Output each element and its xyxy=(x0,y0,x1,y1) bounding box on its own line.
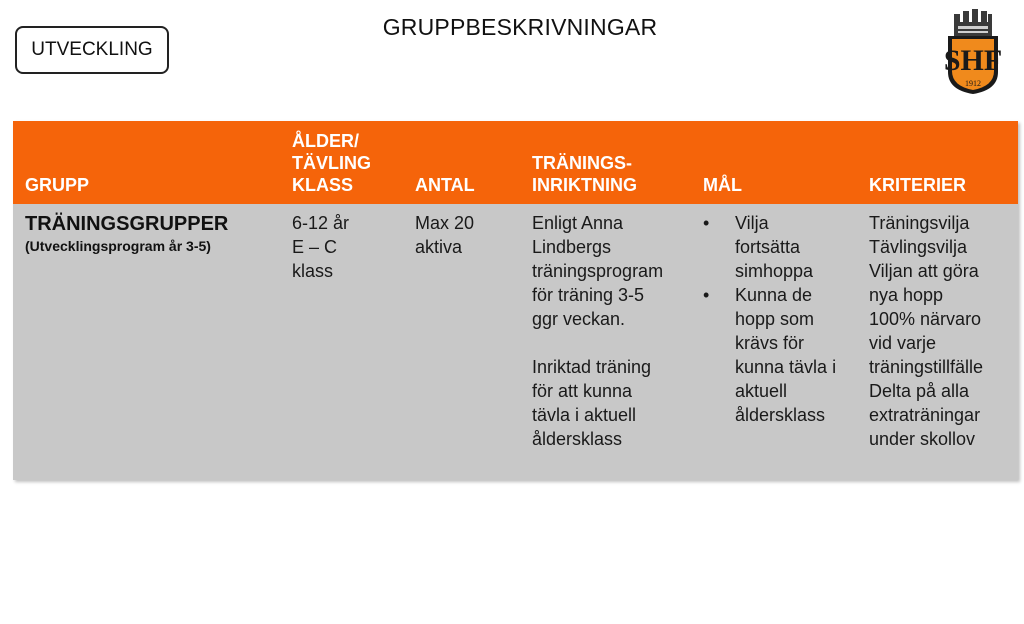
traning-line: åldersklass xyxy=(532,429,623,449)
group-subtitle: (Utvecklingsprogram år 3-5) xyxy=(25,238,211,254)
header-traning-line2: INRIKTNING xyxy=(532,175,637,195)
header-traning xyxy=(532,152,637,196)
kriterier-line: Viljan att göra xyxy=(869,261,979,281)
header-alder-line1: ÅLDER/ xyxy=(292,131,359,151)
kriterier-line: Träningsvilja xyxy=(869,213,970,233)
header-traning-line1: TRÄNINGS- xyxy=(532,153,632,173)
header-alder-line2: TÄVLING xyxy=(292,153,371,173)
header-alder-line3: KLASS xyxy=(292,175,354,195)
kriterier-line: Tävlingsvilja xyxy=(869,237,968,257)
section-tag: UTVECKLING xyxy=(15,26,169,74)
traning-line: för träning 3-5 xyxy=(532,285,645,305)
header-kriterier: KRITERIER xyxy=(869,175,967,195)
alder-line: E – C xyxy=(292,237,338,257)
traning-line: träningsprogram xyxy=(532,261,664,281)
mal-bullet: • Vilja fortsätta simhoppa xyxy=(703,211,836,283)
cell-traning xyxy=(532,211,663,451)
kriterier-line: vid varje xyxy=(869,333,937,353)
traning-line: för att kunna xyxy=(532,381,633,401)
antal-line: Max 20 xyxy=(415,213,475,233)
group-name: TRÄNINGSGRUPPER xyxy=(25,213,229,235)
mal-bullet: • Kunna de hopp som krävs för kunna tävla i aktuell åldersklass xyxy=(703,283,836,427)
header-alder xyxy=(292,130,371,196)
alder-line: 6-12 år xyxy=(292,213,350,233)
crown-icon xyxy=(954,9,992,36)
club-logo xyxy=(944,6,1002,96)
alder-line: klass xyxy=(292,261,334,281)
traning-line: Enligt Anna xyxy=(532,213,624,233)
cell-alder xyxy=(292,211,349,283)
header-grupp: GRUPP xyxy=(25,175,90,195)
kriterier-line: nya hopp xyxy=(869,285,944,305)
group-table xyxy=(13,121,1018,480)
antal-line: aktiva xyxy=(415,237,463,257)
kriterier-line: under skollov xyxy=(869,429,976,449)
page-title: GRUPPBESKRIVNINGAR xyxy=(382,14,658,40)
cell-mal xyxy=(703,211,836,427)
logo-letters: SHF xyxy=(944,44,1002,77)
kriterier-line: Delta på alla xyxy=(869,381,970,401)
kriterier-line: 100% närvaro xyxy=(869,309,982,329)
cell-kriterier xyxy=(869,211,983,451)
kriterier-line: extraträningar xyxy=(869,405,981,425)
traning-line: Inriktad träning xyxy=(532,357,652,377)
traning-line: Lindbergs xyxy=(532,237,612,257)
traning-line: ggr veckan. xyxy=(532,309,626,329)
header-mal: MÅL xyxy=(703,175,742,195)
cell-antal xyxy=(415,211,474,259)
logo-year: 1912 xyxy=(965,79,981,88)
kriterier-line: träningstillfälle xyxy=(869,357,984,377)
table-header xyxy=(13,121,1018,204)
header-antal: ANTAL xyxy=(415,175,475,195)
traning-line: tävla i aktuell xyxy=(532,405,637,425)
